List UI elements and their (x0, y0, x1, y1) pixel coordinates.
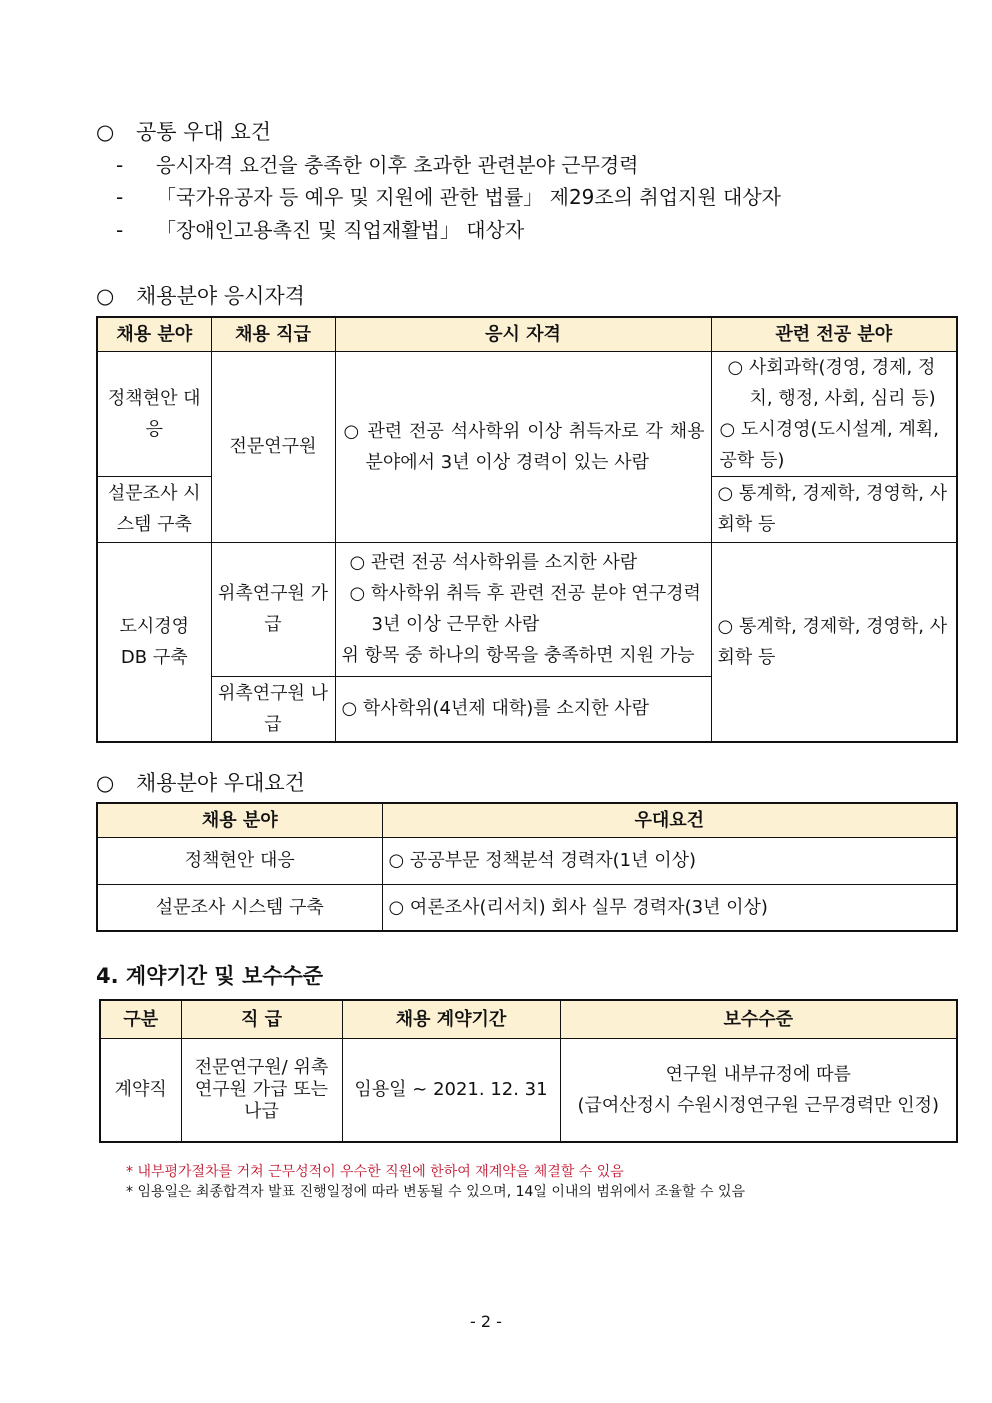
field-cell: 설문조사 시스템 구축 (97, 884, 382, 931)
dash-icon: - (116, 153, 124, 177)
major-cell (711, 351, 957, 476)
common-heading (96, 116, 271, 146)
rank-cell: 위촉연구원 나급 (211, 676, 335, 742)
table-header-row (97, 803, 957, 837)
header-cell: 채용 직급 (211, 317, 335, 351)
header-cell: 구분 (100, 1000, 181, 1038)
circle-bullet-icon: ○ (96, 771, 115, 795)
major-item: ○ 도시경영(도시설계, 계획, 공학 등) (719, 418, 939, 471)
field-cell: 정책현안 대응 (97, 837, 382, 884)
pay-line: (급여산정시 수원시정연구원 근무경력만 인정) (577, 1094, 940, 1116)
requirement-item: ○ 관련 전공 석사학위를 소지한 사람 (349, 552, 638, 573)
table-row (97, 542, 957, 676)
header-cell: 채용 분야 (97, 317, 211, 351)
field-cell: 정책현안 대응 (97, 351, 211, 476)
preference-table (96, 802, 958, 932)
circle-bullet-icon: ○ (96, 120, 115, 144)
note-appointment: * 임용일은 최종합격자 발표 진행일정에 따라 변동될 수 있으며, 14일 이내의 범위에서 조율할 수 있음 (126, 1184, 746, 1200)
pay-cell (560, 1038, 957, 1142)
header-cell: 보수수준 (560, 1000, 957, 1038)
preference-cell: ○ 여론조사(리서치) 회사 실무 경력자(3년 이상) (382, 884, 957, 931)
header-cell: 응시 자격 (335, 317, 711, 351)
major-cell: ○ 통계학, 경제학, 경영학, 사회학 등 (711, 542, 957, 742)
common-item-text: 응시자격 요건을 충족한 이후 초과한 관련분야 근무경력 (156, 153, 639, 177)
rank-cell: 위촉연구원 가급 (211, 542, 335, 676)
table-row (100, 1038, 957, 1142)
header-cell: 채용 분야 (97, 803, 382, 837)
page-number: - 2 - (470, 1312, 502, 1331)
contract-heading: 4. 계약기간 및 보수수준 (96, 964, 324, 988)
requirement-cell: ○ 학사학위(4년제 대학)를 소지한 사람 (335, 676, 711, 742)
circle-bullet-icon: ○ (96, 284, 115, 308)
header-cell: 직 급 (181, 1000, 342, 1038)
common-item-3 (116, 214, 524, 243)
major-cell: ○ 통계학, 경제학, 경영학, 사회학 등 (711, 476, 957, 542)
field-cell: 도시경영 DB 구축 (97, 542, 211, 742)
header-cell: 우대요건 (382, 803, 957, 837)
pref-heading (96, 767, 305, 797)
header-cell: 관련 전공 분야 (711, 317, 957, 351)
contract-table (99, 999, 958, 1143)
header-cell: 채용 계약기간 (342, 1000, 560, 1038)
qual-heading-text: 채용분야 응시자격 (136, 284, 305, 308)
table-header-row (100, 1000, 957, 1038)
type-cell: 계약직 (100, 1038, 181, 1142)
common-heading-text: 공통 우대 요건 (136, 120, 272, 144)
table-row (97, 884, 957, 931)
period-cell: 임용일 ~ 2021. 12. 31 (342, 1038, 560, 1142)
table-header-row (97, 317, 957, 351)
major-item: ○ 사회과학(경영, 경제, 정치, 행정, 사회, 심리 등) (727, 356, 936, 409)
requirement-item: ○ 학사학위 취득 후 관련 전공 분야 연구경력 3년 이상 근무한 사람 (349, 583, 701, 635)
requirement-cell (335, 542, 711, 676)
field-cell: 설문조사 시스템 구축 (97, 476, 211, 542)
rank-cell: 전문연구원/ 위촉연구원 가급 또는 나급 (181, 1038, 342, 1142)
common-item-text: 「장애인고용촉진 및 직업재활법」 대상자 (156, 218, 525, 242)
dash-icon: - (116, 218, 124, 242)
table-row (97, 837, 957, 884)
note-renewal: * 내부평가절차를 거쳐 근무성적이 우수한 직원에 한하여 재계약을 체결할 수 있음 (126, 1164, 624, 1180)
preference-cell: ○ 공공부문 정책분석 경력자(1년 이상) (382, 837, 957, 884)
pref-heading-text: 채용분야 우대요건 (136, 771, 305, 795)
requirement-note: 위 항목 중 하나의 항목을 충족하면 지원 가능 (341, 645, 695, 666)
requirement-cell: ○ 관련 전공 석사학위 이상 취득자로 각 채용 분야에서 3년 이상 경력이 있는 사람 (335, 351, 711, 542)
common-item-2 (116, 181, 781, 210)
common-item-1 (116, 149, 639, 178)
table-row (97, 351, 957, 476)
qual-heading (96, 280, 305, 310)
dash-icon: - (116, 185, 124, 209)
pay-line: 연구원 내부규정에 따름 (665, 1063, 851, 1085)
rank-cell: 전문연구원 (211, 351, 335, 542)
common-item-text: 「국가유공자 등 예우 및 지원에 관한 법률」 제29조의 취업지원 대상자 (156, 185, 781, 209)
qualification-table (96, 316, 958, 743)
